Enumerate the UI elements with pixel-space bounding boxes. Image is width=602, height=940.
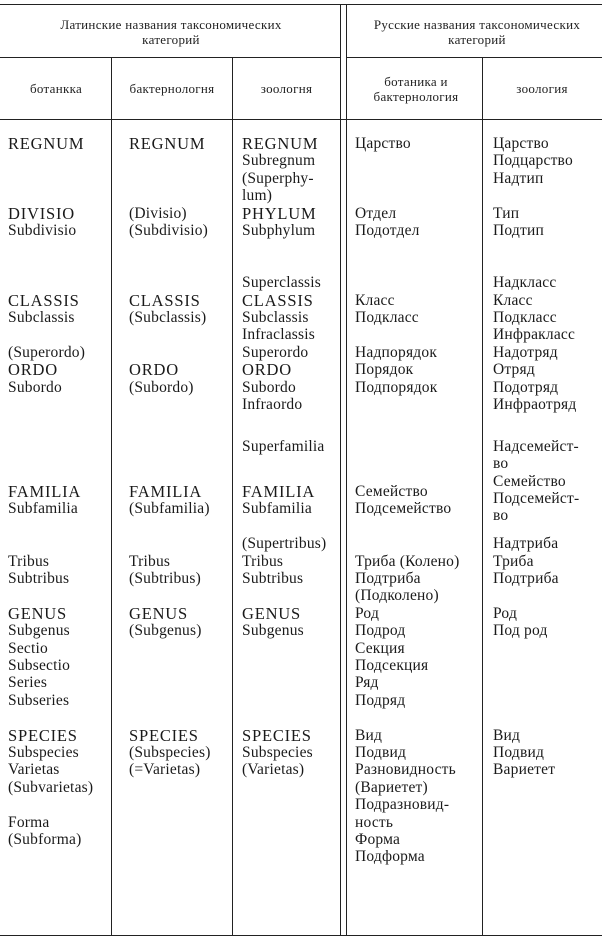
header-bacteriology: бактернологня — [129, 81, 215, 96]
table-cell-ru-zoology: Подсемейст- — [493, 489, 580, 507]
table-cell-botany: Subsectio — [8, 657, 71, 674]
table-cell-zoology: Subfamilia — [242, 500, 313, 518]
table-cell-zoology: GENUS — [242, 603, 302, 623]
table-cell-ru-botany-bacteriology: Семейство — [355, 483, 428, 500]
table-cell-botany: Forma — [8, 813, 50, 831]
table-cell-ru-botany-bacteriology: Класс — [355, 291, 395, 309]
table-cell-zoology: Superfamilia — [242, 437, 325, 455]
table-cell-zoology: Subtribus — [242, 570, 304, 587]
table-cell-bacteriology: (Subfamilia) — [129, 500, 210, 518]
table-cell-botany: (Subvarietas) — [8, 778, 94, 796]
table-cell-ru-zoology: Вид — [493, 726, 521, 744]
table-cell-ru-zoology: Подцарство — [493, 152, 573, 170]
table-cell-zoology: Superclassis — [242, 274, 322, 292]
column-divider-2 — [232, 57, 233, 935]
table-cell-ru-botany-bacteriology: Подформа — [355, 848, 425, 866]
table-cell-bacteriology: FAMILIA — [129, 482, 203, 501]
header-ru-botany-bacteriology: ботаника и бактернология — [373, 74, 459, 104]
table-cell-ru-zoology: Тип — [493, 204, 520, 222]
table-cell-ru-zoology: во — [493, 455, 509, 473]
table-cell-zoology: PHYLUM — [242, 203, 317, 223]
table-cell-ru-zoology: Подтип — [493, 222, 544, 239]
table-cell-botany: Subspecies — [8, 744, 79, 761]
table-cell-zoology: Subspecies — [242, 744, 313, 761]
table-cell-bacteriology: (=Varietas) — [129, 761, 201, 779]
table-cell-zoology: SPECIES — [242, 725, 312, 745]
table-cell-ru-botany-bacteriology: Подрод — [355, 622, 406, 640]
table-cell-ru-botany-bacteriology: Надпорядок — [355, 343, 438, 361]
table-cell-ru-zoology: Инфраотряд — [493, 396, 577, 413]
table-cell-botany: SPECIES — [8, 725, 78, 745]
table-cell-ru-zoology: Надкласс — [493, 274, 557, 292]
table-cell-zoology: FAMILIA — [242, 482, 316, 501]
table-cell-ru-botany-bacteriology: Подсекция — [355, 657, 429, 674]
table-cell-bacteriology: (Subdivisio) — [129, 222, 209, 239]
table-cell-ru-botany-bacteriology: Порядок — [355, 361, 414, 379]
table-cell-bacteriology: (Subtribus) — [129, 570, 201, 587]
table-top-rule — [0, 4, 602, 5]
table-cell-ru-zoology: Надтриба — [493, 535, 559, 553]
table-cell-zoology: Infraordo — [242, 396, 303, 413]
table-cell-ru-botany-bacteriology: Подсемейство — [355, 500, 452, 518]
table-cell-zoology: CLASSIS — [242, 290, 314, 310]
russian-group-rule — [346, 57, 602, 58]
table-cell-zoology: REGNUM — [242, 134, 319, 153]
table-cell-botany: (Subforma) — [8, 831, 82, 848]
table-cell-ru-botany-bacteriology: Подвид — [355, 744, 407, 761]
table-cell-zoology: (Superphy- — [242, 169, 314, 187]
table-cell-bacteriology: (Divisio) — [129, 204, 187, 222]
table-cell-ru-zoology: Надтип — [493, 169, 544, 187]
table-cell-ru-botany-bacteriology: (Вариетет) — [355, 778, 428, 796]
table-cell-botany: DIVISIO — [8, 203, 76, 223]
header-botany: ботанкка — [29, 81, 83, 96]
table-cell-zoology: Subgenus — [242, 622, 304, 640]
table-cell-ru-zoology: Подтриба — [493, 570, 559, 587]
table-cell-ru-zoology: Род — [493, 604, 518, 622]
column-divider-3 — [482, 57, 483, 935]
table-cell-ru-zoology: Отряд — [493, 361, 535, 379]
table-cell-zoology: Tribus — [242, 552, 284, 570]
table-cell-ru-botany-bacteriology: Подкласс — [355, 309, 419, 326]
table-cell-botany: Subgenus — [8, 622, 70, 640]
table-cell-botany: Varietas — [8, 761, 60, 779]
table-cell-ru-botany-bacteriology: Триба (Колено) — [355, 552, 460, 570]
table-cell-ru-botany-bacteriology: Ряд — [355, 674, 379, 692]
header-bottom-rule — [0, 119, 602, 120]
table-cell-botany: Tribus — [8, 552, 50, 570]
table-cell-ru-zoology: Подотряд — [493, 378, 559, 396]
column-divider-1 — [111, 57, 112, 935]
table-cell-botany: Sectio — [8, 639, 48, 657]
table-cell-zoology: Infraclassis — [242, 326, 315, 344]
table-cell-botany: Subfamilia — [8, 500, 79, 518]
table-cell-bacteriology: Tribus — [129, 552, 171, 570]
table-cell-ru-botany-bacteriology: Род — [355, 604, 380, 622]
table-cell-ru-botany-bacteriology: Отдел — [355, 204, 397, 222]
table-cell-botany: Subseries — [8, 691, 70, 709]
table-cell-bacteriology: SPECIES — [129, 725, 199, 745]
table-cell-botany: ORDO — [8, 360, 58, 380]
table-cell-ru-botany-bacteriology: Вид — [355, 726, 383, 744]
table-cell-botany: FAMILIA — [8, 482, 82, 501]
table-cell-zoology: (Supertribus) — [242, 535, 327, 553]
table-cell-botany: (Superordo) — [8, 343, 86, 361]
table-cell-ru-zoology: Инфракласс — [493, 326, 576, 344]
table-cell-botany: GENUS — [8, 603, 68, 623]
table-cell-botany: REGNUM — [8, 134, 85, 153]
table-cell-ru-zoology: Под род — [493, 622, 548, 640]
table-cell-ru-zoology: Царство — [493, 135, 549, 152]
table-cell-bacteriology: GENUS — [129, 603, 189, 623]
latin-group-rule — [0, 57, 341, 58]
table-cell-botany: Subclassis — [8, 309, 75, 326]
table-cell-zoology: Superordo — [242, 343, 309, 361]
table-cell-bacteriology: (Subgenus) — [129, 622, 202, 640]
table-cell-zoology: Subclassis — [242, 309, 309, 326]
table-cell-botany: Series — [8, 674, 48, 692]
table-cell-ru-botany-bacteriology: Подряд — [355, 691, 406, 709]
header-ru-zoology: зоология — [516, 81, 568, 96]
table-cell-ru-zoology: во — [493, 507, 509, 525]
table-cell-zoology: Subregnum — [242, 152, 316, 170]
table-cell-ru-zoology: Вариетет — [493, 761, 556, 779]
russian-group-header: Русские названия таксономических категорий — [373, 17, 581, 47]
table-cell-ru-botany-bacteriology: (Подколено) — [355, 587, 439, 605]
table-cell-bacteriology: (Subordo) — [129, 378, 194, 396]
table-cell-ru-botany-bacteriology: Форма — [355, 831, 401, 848]
table-cell-bacteriology: REGNUM — [129, 134, 206, 153]
table-cell-ru-botany-bacteriology: Подотдел — [355, 222, 420, 239]
table-cell-ru-botany-bacteriology: ность — [355, 813, 394, 831]
table-cell-ru-botany-bacteriology: Подпорядок — [355, 378, 438, 396]
table-cell-ru-zoology: Класс — [493, 291, 533, 309]
table-cell-botany: CLASSIS — [8, 290, 80, 310]
table-cell-zoology: (Varietas) — [242, 761, 305, 779]
table-cell-zoology: Subordo — [242, 378, 296, 396]
table-cell-ru-zoology: Подкласс — [493, 309, 557, 326]
table-cell-ru-botany-bacteriology: Подразновид- — [355, 796, 450, 814]
table-cell-bacteriology: (Subspecies) — [129, 744, 211, 761]
table-cell-ru-botany-bacteriology: Секция — [355, 639, 405, 657]
column-divider-double — [340, 4, 347, 935]
table-cell-bacteriology: (Subclassis) — [129, 309, 207, 326]
table-cell-ru-botany-bacteriology: Подтриба — [355, 570, 421, 587]
table-cell-ru-zoology: Триба — [493, 552, 534, 570]
table-cell-ru-zoology: Надсемейст- — [493, 437, 579, 455]
header-zoology: зоологня — [260, 81, 313, 96]
table-cell-bacteriology: ORDO — [129, 360, 179, 380]
table-cell-botany: Subtribus — [8, 570, 70, 587]
table-cell-zoology: lum) — [242, 187, 273, 205]
latin-group-header: Латинские названия таксономических категорий — [60, 17, 282, 47]
table-cell-bacteriology: CLASSIS — [129, 290, 201, 310]
table-cell-zoology: Subphylum — [242, 222, 316, 239]
table-cell-botany: Subdivisio — [8, 222, 77, 239]
table-bottom-rule — [0, 935, 602, 936]
table-cell-ru-zoology: Подвид — [493, 744, 545, 761]
table-cell-ru-zoology: Семейство — [493, 472, 566, 490]
table-cell-botany: Subordo — [8, 378, 62, 396]
table-cell-ru-botany-bacteriology: Разновидность — [355, 761, 456, 779]
table-cell-zoology: ORDO — [242, 360, 292, 380]
table-cell-ru-botany-bacteriology: Царство — [355, 135, 411, 152]
table-cell-ru-zoology: Надотряд — [493, 343, 558, 361]
